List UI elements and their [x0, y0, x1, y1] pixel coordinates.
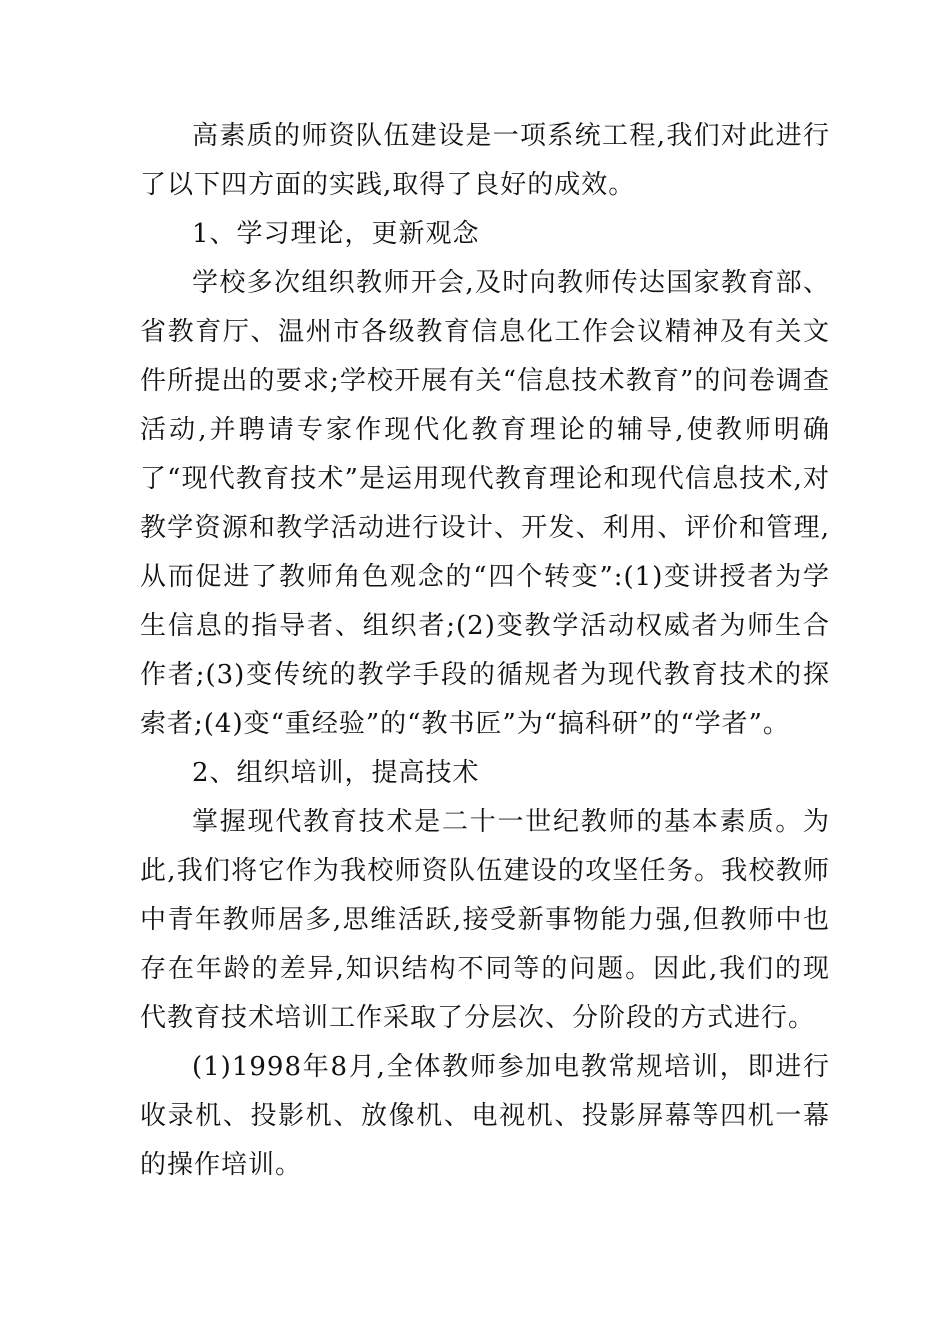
section-heading-2: 2、组织培训，提高技术 — [192, 758, 480, 788]
section-1-paragraph: 学校多次组织教师开会,及时向教师传达国家教育部、省教育厅、温州市各级教育信息化工作会议精神及有关文件所提出的要求;学校开展有关“信息技术教育”的问卷调查活动,并聘请专家作现代化教育理论的辅导,使教师明确了“现代教育技术”是运用现代教育理论和现代信息技术,对教学资源和教学活动进行设计、开发、利用、评价和管理,从而促进了教师角色观念的“四个转变”:(1)变讲授者为学生信息的指导者、组织者;(2)变教学活动权威者为师生合作者;(3)变传统的教学手段的循规者为现代教育技术的探索者;(4)变“重经验”的“教书匠”为“搞科研”的“学者”。 — [140, 268, 830, 739]
section-2-item-1-paragraph: (1)1998年8月,全体教师参加电教常规培训，即进行收录机、投影机、放像机、电视机、投影屏幕等四机一幕的操作培训。 — [140, 1052, 830, 1180]
section-heading-1: 1、学习理论，更新观念 — [192, 219, 480, 249]
document-body — [140, 112, 830, 1190]
section-2-paragraph: 掌握现代教育技术是二十一世纪教师的基本素质。为此,我们将它作为我校师资队伍建设的攻坚任务。我校教师中青年教师居多,思维活跃,接受新事物能力强,但教师中也存在年龄的差异,知识结构不同等的问题。因此,我们的现代教育技术培训工作采取了分层次、分阶段的方式进行。 — [140, 807, 830, 1033]
intro-paragraph: 高素质的师资队伍建设是一项系统工程,我们对此进行了以下四方面的实践,取得了良好的成效。 — [140, 121, 830, 200]
